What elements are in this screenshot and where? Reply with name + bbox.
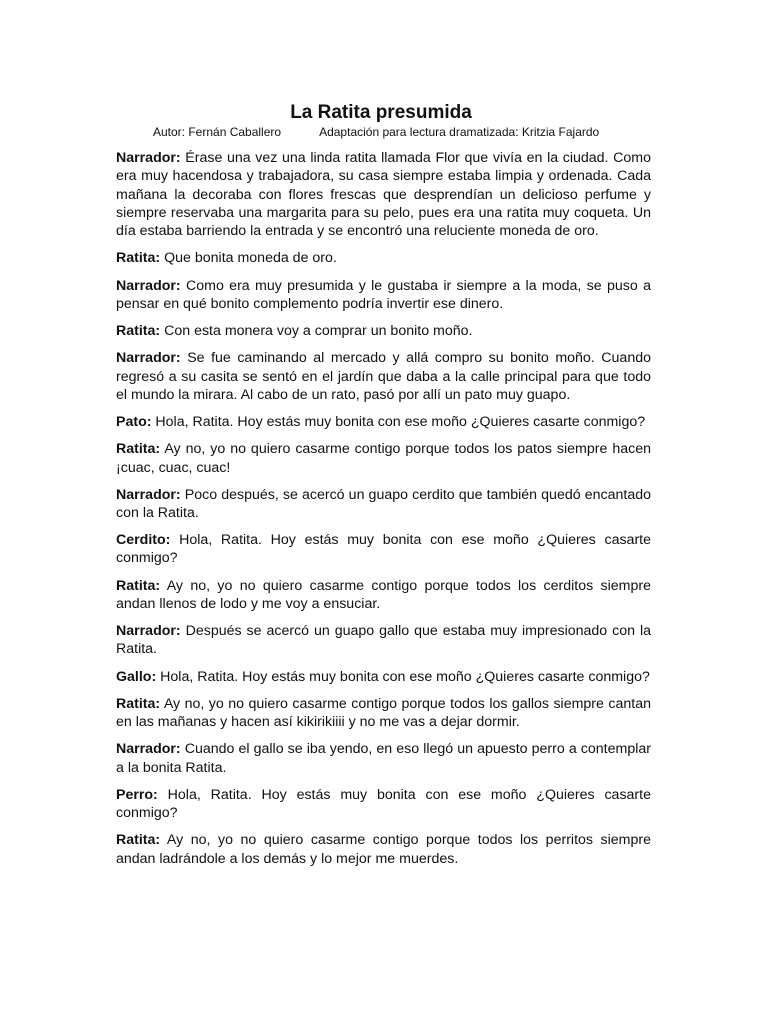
speaker-label: Narrador: bbox=[116, 277, 181, 294]
dialogue-text: Que bonita moneda de oro. bbox=[164, 250, 337, 267]
speaker-label: Narrador: bbox=[116, 741, 181, 758]
dialogue-paragraph bbox=[116, 413, 651, 431]
dialogue-text: Ay no, yo no quiero casarme contigo porque todos los cerditos siempre andan llenos de lodo y me voy a ensuciar. bbox=[116, 577, 651, 612]
dialogue-paragraph bbox=[116, 695, 651, 732]
speaker-label: Ratita: bbox=[116, 250, 161, 267]
dialogue-paragraph bbox=[116, 577, 651, 614]
dialogue-paragraph bbox=[116, 531, 651, 568]
dialogue-paragraph bbox=[116, 249, 651, 267]
script-body bbox=[116, 149, 651, 877]
speaker-label: Narrador: bbox=[116, 623, 181, 640]
dialogue-paragraph bbox=[116, 349, 651, 404]
speaker-label: Narrador: bbox=[116, 486, 181, 503]
dialogue-text: Ay no, yo no quiero casarme contigo porque todos los gallos siempre cantan en las mañanas y hacen así kikirikiiii y no me vas a dejar dormir. bbox=[116, 695, 651, 731]
speaker-label: Cerdito: bbox=[116, 532, 171, 549]
dialogue-text: Como era muy presumida y le gustaba ir siempre a la moda, se puso a pensar en qué bonito complemento podría invertir ese dinero. bbox=[116, 277, 651, 312]
speaker-label: Ratita: bbox=[116, 832, 161, 849]
dialogue-paragraph bbox=[116, 440, 651, 477]
speaker-label: Narrador: bbox=[116, 150, 181, 166]
speaker-label: Ratita: bbox=[116, 577, 161, 594]
speaker-label: Perro: bbox=[116, 786, 158, 803]
dialogue-paragraph bbox=[116, 786, 651, 823]
speaker-label: Gallo: bbox=[116, 668, 157, 685]
speaker-label: Ratita: bbox=[116, 695, 161, 712]
dialogue-text: Hola, Ratita. Hoy estás muy bonita con ese moño ¿Quieres casarte conmigo? bbox=[155, 414, 646, 431]
adaptation-credit: Adaptación para lectura dramatizada: Kritzia Fajardo bbox=[319, 125, 600, 139]
dialogue-text: Con esta monera voy a comprar un bonito moño. bbox=[164, 323, 473, 340]
author-credit: Autor: Fernán Caballero bbox=[153, 125, 282, 139]
dialogue-text: Se fue caminando al mercado y allá compro su bonito moño. Cuando regresó a su casita se sentó en el jardín que daba a la calle principal para que todo el mundo la mirara. Al cabo de un rato, pasó por allí un pato muy guapo. bbox=[116, 350, 651, 403]
dialogue-text: Hola, Ratita. Hoy estás muy bonita con ese moño ¿Quieres casarte conmigo? bbox=[160, 668, 650, 685]
dialogue-paragraph bbox=[116, 322, 651, 340]
dialogue-paragraph bbox=[116, 668, 651, 686]
dialogue-text: Ay no, yo no quiero casarme contigo porque todos los patos siempre hacen ¡cuac, cuac, cuac! bbox=[116, 441, 651, 476]
speaker-label: Narrador: bbox=[116, 350, 181, 367]
document-credits bbox=[153, 124, 599, 140]
dialogue-paragraph bbox=[116, 622, 651, 659]
dialogue-text: Después se acercó un guapo gallo que estaba muy impresionado con la Ratita. bbox=[116, 623, 651, 658]
dialogue-paragraph bbox=[116, 486, 651, 523]
dialogue-text: Cuando el gallo se iba yendo, en eso llegó un apuesto perro a contemplar a la bonita Ratita. bbox=[116, 741, 651, 776]
speaker-label: Ratita: bbox=[116, 441, 161, 458]
dialogue-text: Poco después, se acercó un guapo cerdito que también quedó encantado con la Ratita. bbox=[116, 486, 651, 521]
dialogue-text: Ay no, yo no quiero casarme contigo porque todos los perritos siempre andan ladrándole a los demás y lo mejor me muerdes. bbox=[116, 832, 651, 867]
document-title: La Ratita presumida bbox=[290, 102, 472, 123]
dialogue-paragraph bbox=[116, 740, 651, 777]
dialogue-text: Érase una vez una linda ratita llamada Flor que vivía en la ciudad. Como era muy hacendosa y trabajadora, su casa siempre estaba limpia y ordenada. Cada mañana la decoraba con flores frescas que desprendían un delicioso perfume y siempre reservaba una margarita para su pelo, pues era una ratita muy coqueta. Un día estaba barriendo la entrada y se encontró una reluciente moneda de oro. bbox=[116, 150, 651, 240]
speaker-label: Pato: bbox=[116, 414, 152, 431]
dialogue-paragraph bbox=[116, 149, 651, 240]
dialogue-paragraph bbox=[116, 277, 651, 314]
speaker-label: Ratita: bbox=[116, 323, 161, 340]
dialogue-text: Hola, Ratita. Hoy estás muy bonita con ese moño ¿Quieres casarte conmigo? bbox=[116, 532, 651, 567]
dialogue-text: Hola, Ratita. Hoy estás muy bonita con ese moño ¿Quieres casarte conmigo? bbox=[116, 786, 651, 822]
dialogue-paragraph bbox=[116, 831, 651, 868]
